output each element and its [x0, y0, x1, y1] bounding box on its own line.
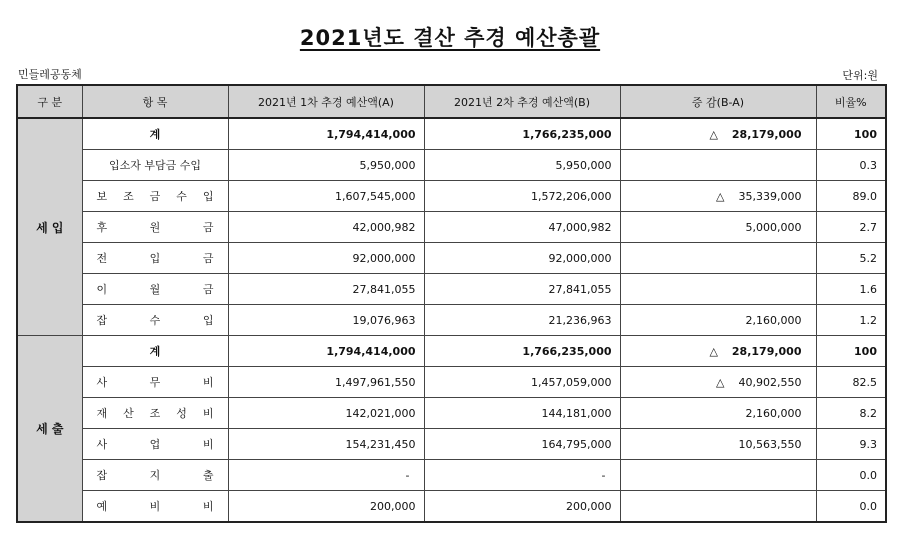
item-char: 비	[202, 376, 214, 389]
item-char: 금	[149, 190, 161, 203]
table-row	[17, 274, 886, 305]
item-char: 비	[149, 500, 161, 513]
item-cell	[82, 305, 228, 336]
ratio-cell: 2.7	[816, 212, 886, 243]
ratio-cell: 89.0	[816, 181, 886, 212]
budget-a-cell: 200,000	[228, 491, 424, 523]
ratio-cell: 5.2	[816, 243, 886, 274]
budget-a-cell: 142,021,000	[228, 398, 424, 429]
decrease-triangle-icon: △	[709, 127, 718, 141]
change-value: 28,179,000	[731, 127, 802, 141]
table-row	[17, 305, 886, 336]
budget-b-cell: 200,000	[424, 491, 620, 523]
item-cell	[82, 212, 228, 243]
item-cell	[82, 367, 228, 398]
table-row	[17, 336, 886, 367]
budget-b-cell: -	[424, 460, 620, 491]
item-cell: 계	[82, 118, 228, 150]
ratio-cell: 100	[816, 118, 886, 150]
change-cell	[620, 460, 816, 491]
item-char: 금	[202, 283, 214, 296]
item-cell	[82, 243, 228, 274]
item-char: 입	[149, 252, 161, 265]
item-char: 금	[202, 252, 214, 265]
item-char: 조	[123, 190, 134, 203]
header-row	[17, 85, 886, 118]
item-char: 조	[149, 407, 161, 420]
section-label: 세 출	[17, 336, 82, 523]
table-row	[17, 212, 886, 243]
header-budget-b: 2021년 2차 추경 예산액(B)	[424, 85, 620, 118]
item-char: 무	[149, 376, 161, 389]
item-char: 사	[96, 376, 108, 389]
document-title: 2021년도 결산 추경 예산총괄	[299, 26, 601, 50]
header-change: 증 감(B-A)	[620, 85, 816, 118]
budget-b-cell: 47,000,982	[424, 212, 620, 243]
item-cell	[82, 491, 228, 523]
item-char: 입	[202, 190, 214, 203]
item-char: 비	[202, 438, 214, 451]
table-row	[17, 367, 886, 398]
item-char: 업	[149, 438, 161, 451]
item-char: 수	[176, 190, 187, 203]
item-char: 잡	[96, 469, 108, 482]
table-row	[17, 243, 886, 274]
budget-b-cell: 1,766,235,000	[424, 118, 620, 150]
item-cell: 입소자 부담금 수입	[82, 150, 228, 181]
change-cell	[620, 305, 816, 336]
budget-b-cell: 92,000,000	[424, 243, 620, 274]
change-cell	[620, 274, 816, 305]
item-char: 입	[202, 314, 214, 327]
item-char: 전	[96, 252, 108, 265]
table-body	[17, 118, 886, 522]
budget-a-cell: 27,841,055	[228, 274, 424, 305]
item-char: 재	[96, 407, 108, 420]
table-row	[17, 398, 886, 429]
item-char: 사	[96, 438, 108, 451]
change-cell	[620, 429, 816, 460]
change-value: 2,160,000	[745, 313, 802, 327]
table-row	[17, 118, 886, 150]
decrease-triangle-icon: △	[709, 344, 718, 358]
change-cell	[620, 212, 816, 243]
change-cell	[620, 398, 816, 429]
budget-a-cell: 154,231,450	[228, 429, 424, 460]
decrease-triangle-icon: △	[716, 189, 725, 203]
budget-b-cell: 1,766,235,000	[424, 336, 620, 367]
item-char: 출	[202, 469, 214, 482]
change-cell	[620, 243, 816, 274]
change-cell	[620, 491, 816, 523]
budget-a-cell: 1,607,545,000	[228, 181, 424, 212]
change-cell	[620, 367, 816, 398]
ratio-cell: 82.5	[816, 367, 886, 398]
item-cell	[82, 429, 228, 460]
item-cell	[82, 398, 228, 429]
table-row	[17, 181, 886, 212]
ratio-cell: 9.3	[816, 429, 886, 460]
item-char: 원	[149, 221, 161, 234]
item-char: 월	[149, 283, 161, 296]
budget-a-cell: 1,794,414,000	[228, 336, 424, 367]
item-char: 잡	[96, 314, 108, 327]
ratio-cell: 1.2	[816, 305, 886, 336]
item-char: 금	[202, 221, 214, 234]
change-value: 28,179,000	[731, 344, 802, 358]
ratio-cell: 0.0	[816, 460, 886, 491]
budget-b-cell: 1,572,206,000	[424, 181, 620, 212]
budget-a-cell: 5,950,000	[228, 150, 424, 181]
item-char: 예	[96, 500, 108, 513]
budget-a-cell: 1,794,414,000	[228, 118, 424, 150]
item-char: 후	[96, 221, 108, 234]
item-char: 수	[149, 314, 161, 327]
change-value: 35,339,000	[738, 189, 802, 203]
change-cell	[620, 150, 816, 181]
item-cell	[82, 460, 228, 491]
budget-b-cell: 1,457,059,000	[424, 367, 620, 398]
budget-b-cell: 164,795,000	[424, 429, 620, 460]
change-value: 2,160,000	[745, 406, 802, 420]
change-value: 10,563,550	[738, 437, 802, 451]
budget-b-cell: 21,236,963	[424, 305, 620, 336]
item-cell: 계	[82, 336, 228, 367]
item-cell	[82, 181, 228, 212]
item-char: 비	[202, 407, 214, 420]
organization-name: 민들레공동체	[18, 68, 82, 81]
table-row	[17, 150, 886, 181]
budget-b-cell: 144,181,000	[424, 398, 620, 429]
item-char: 이	[96, 283, 108, 296]
item-char: 지	[149, 469, 161, 482]
ratio-cell: 0.3	[816, 150, 886, 181]
unit-label: 단위:원	[842, 69, 878, 82]
table-row	[17, 429, 886, 460]
budget-a-cell: 92,000,000	[228, 243, 424, 274]
ratio-cell: 100	[816, 336, 886, 367]
item-cell	[82, 274, 228, 305]
budget-a-cell: 1,497,961,550	[228, 367, 424, 398]
budget-a-cell: 42,000,982	[228, 212, 424, 243]
change-cell	[620, 336, 816, 367]
ratio-cell: 8.2	[816, 398, 886, 429]
header-budget-a: 2021년 1차 추경 예산액(A)	[228, 85, 424, 118]
header-item: 항 목	[82, 85, 228, 118]
change-cell	[620, 118, 816, 150]
section-label: 세 입	[17, 118, 82, 336]
change-value: 5,000,000	[745, 220, 802, 234]
ratio-cell: 1.6	[816, 274, 886, 305]
budget-a-cell: 19,076,963	[228, 305, 424, 336]
decrease-triangle-icon: △	[716, 375, 725, 389]
item-char: 보	[96, 190, 108, 203]
budget-table	[16, 84, 887, 523]
item-char: 성	[176, 407, 187, 420]
header-category: 구 분	[17, 85, 82, 118]
table-row	[17, 491, 886, 523]
change-cell	[620, 181, 816, 212]
ratio-cell: 0.0	[816, 491, 886, 523]
budget-b-cell: 27,841,055	[424, 274, 620, 305]
item-char: 비	[202, 500, 214, 513]
budget-a-cell: -	[228, 460, 424, 491]
budget-b-cell: 5,950,000	[424, 150, 620, 181]
table-row	[17, 460, 886, 491]
item-char: 산	[123, 407, 134, 420]
change-value: 40,902,550	[738, 375, 802, 389]
header-ratio: 비율%	[816, 85, 886, 118]
